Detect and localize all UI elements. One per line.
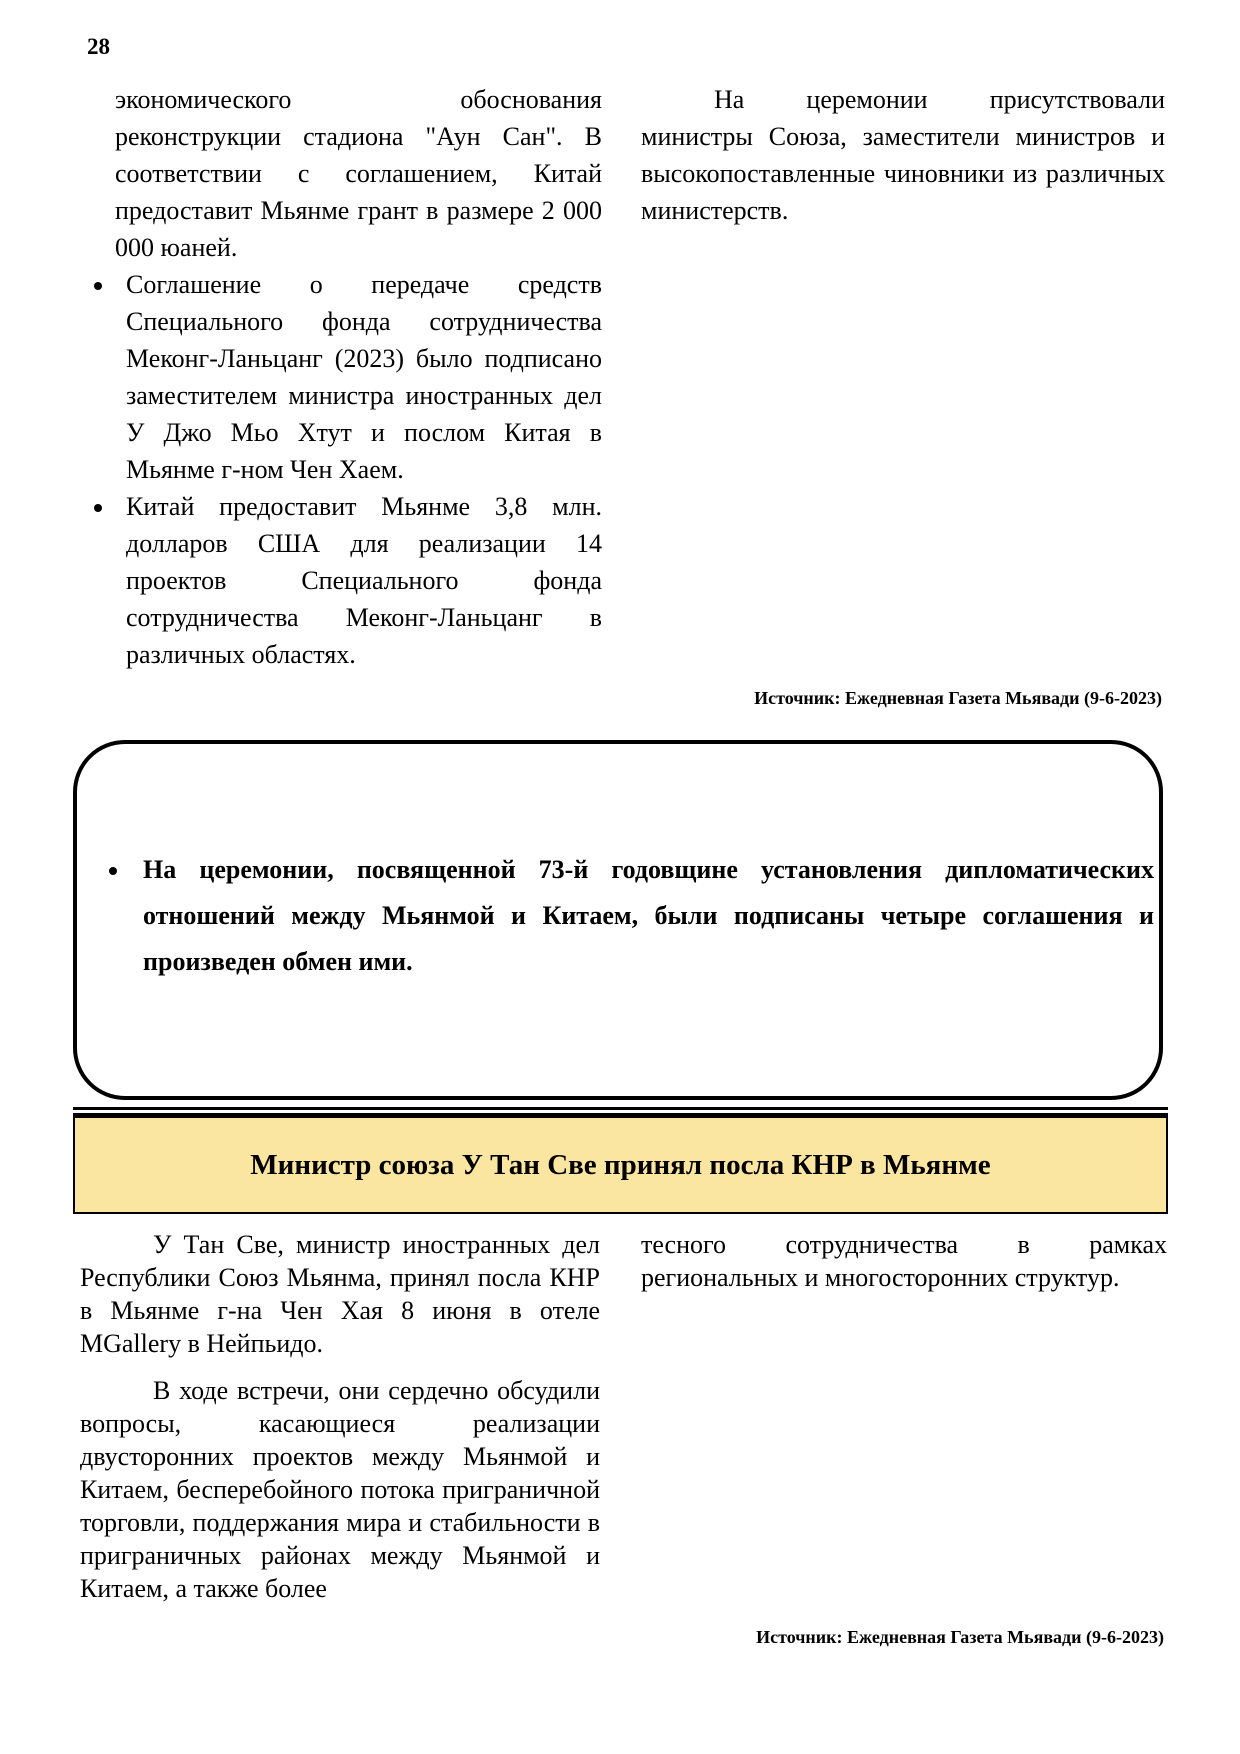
highlight-bullet: • На церемонии, посвященной 73-й годовщине установления дипломатических отношений между Мьянмой и Китаем, были подписаны четыре соглашения и произведен обмен ими. xyxy=(131,847,1154,985)
page-number: 28 xyxy=(87,34,110,59)
agreements-list xyxy=(88,266,602,673)
headline-banner xyxy=(73,1116,1168,1214)
top-right-column xyxy=(641,81,1165,229)
list-item: • Китай предоставит Мьянме 3,8 млн. долларов США для реализации 14 проектов Специального фонда сотрудничества Меконг-Ланьцанг в различных областях. xyxy=(116,488,602,673)
highlight-list xyxy=(101,847,1154,985)
list-item: • Соглашение о передаче средств Специального фонда сотрудничества Меконг-Ланьцанг (2023) было подписано заместителем министра иностранных дел У Джо Мьо Хтут и послом Китая в Мьянме г-ном Чен Хаем. xyxy=(116,266,602,488)
article-paragraph-continued: тесного сотрудничества в рамках региональных и многосторонних структур. xyxy=(641,1230,1167,1292)
double-divider xyxy=(73,1107,1168,1116)
continuation-paragraph: экономического обоснования реконструкции стадиона "Аун Сан". В соответствии с соглашением, Китай предоставит Мьянме грант в размере 2 000 000 юаней. xyxy=(115,85,602,262)
source-citation: Источник: Ежедневная Газета Мьявади (9-6-2023) xyxy=(754,688,1162,708)
article-right-column xyxy=(641,1228,1167,1294)
article-paragraph: В ходе встречи, они сердечно обсудили вопросы, касающиеся реализации двусторонних проектов между Мьянмой и Китаем, бесперебойного потока приграничной торговли, поддержания мира и стабильности в приграничных районах между Мьянмой и Китаем, а также более xyxy=(80,1376,600,1603)
highlight-box xyxy=(73,740,1163,1100)
article-left-column xyxy=(80,1228,600,1605)
article-paragraph: У Тан Све, министр иностранных дел Республики Союз Мьянма, принял посла КНР в Мьянме г-на Чен Хая 8 июня в отеле MGallery в Нейпьидо. xyxy=(80,1230,600,1358)
top-left-column xyxy=(88,81,602,673)
source-citation: Источник: Ежедневная Газета Мьявади (9-6-2023) xyxy=(756,1627,1164,1647)
article-headline: Министр союза У Тан Све принял посла КНР в Мьянме xyxy=(250,1148,991,1181)
ceremony-paragraph: На церемонии присутствовали министры Союза, заместители министров и высокопоставленные чиновники из различных министерств. xyxy=(641,85,1165,225)
